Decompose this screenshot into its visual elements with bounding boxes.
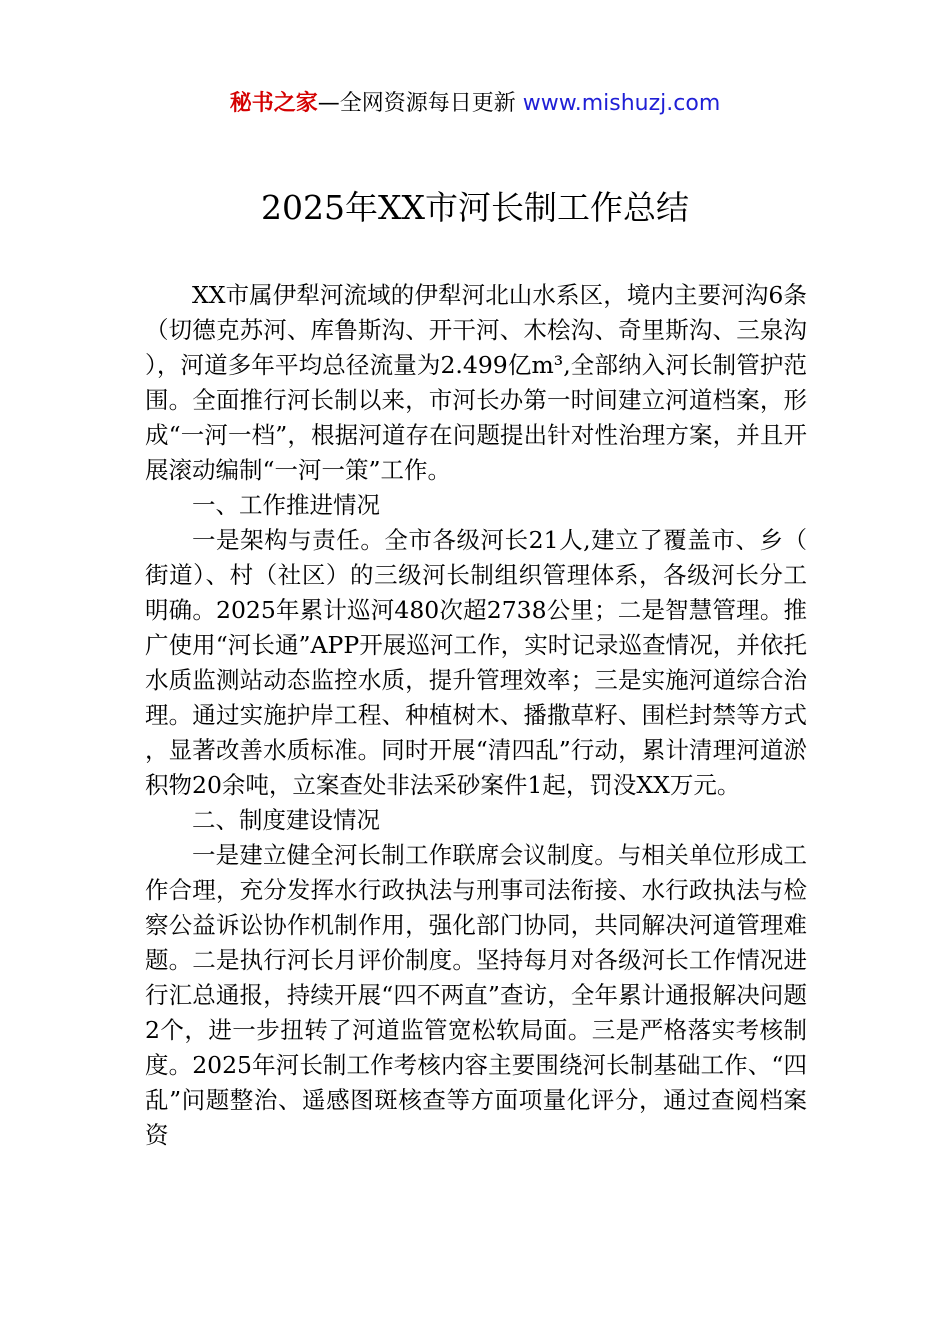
section-2-paragraph: 一是建立健全河长制工作联席会议制度。与相关单位形成工作合理，充分发挥水行政执法与刑事司法衔接、水行政执法与检察公益诉讼协作机制作用，强化部门协同，共同解决河道管理难题。二是执行河长月评价制度。坚持每月对各级河长工作情况进行汇总通报，持续开展“四不两直”查访，全年累计通报解决问题2个，进一步扭转了河道监管宽松软局面。三是严格落实考核制度。2025年河长制工作考核内容主要围绕河长制基础工作、“四乱”问题整治、遥感图斑核查等方面项量化评分，通过查阅档案资: [145, 841, 807, 1149]
section-1-paragraph: 一是架构与责任。全市各级河长21人,建立了覆盖市、乡（街道）、村（社区）的三级河长制组织管理体系，各级河长分工明确。2025年累计巡河480次超2738公里；二是智慧管理。推广使用“河长通”APP开展巡河工作，实时记录巡查情况，并依托水质监测站动态监控水质，提升管理效率；三是实施河道综合治理。通过实施护岸工程、种植树木、播撒草籽、围栏封禁等方式，显著改善水质标准。同时开展“清四乱”行动，累计清理河道淤积物20余吨，立案查处非法采砂案件1起，罚没XX万元。: [145, 526, 807, 799]
intro-paragraph: XX市属伊犁河流域的伊犁河北山水系区，境内主要河沟6条（切德克苏河、库鲁斯沟、开干河、木桧沟、奇里斯沟、三泉沟），河道多年平均总径流量为2.499亿m³,全部纳入河长制管护范围。全面推行河长制以来，市河长办第一时间建立河道档案，形成“一河一档”，根据河道存在问题提出针对性治理方案，并且开展滚动编制“一河一策”工作。: [145, 281, 807, 484]
document-body: [145, 278, 807, 1153]
site-tagline: —全网资源每日更新: [317, 91, 516, 116]
site-url-link[interactable]: www.mishuzj.com: [522, 91, 721, 116]
section-heading-1: 一、工作推进情况: [192, 491, 380, 519]
section-heading-2: 二、制度建设情况: [192, 806, 380, 834]
site-header: [0, 86, 950, 122]
site-brand: 秘书之家: [229, 91, 318, 116]
document-title: 2025年XX市河长制工作总结: [261, 188, 689, 227]
